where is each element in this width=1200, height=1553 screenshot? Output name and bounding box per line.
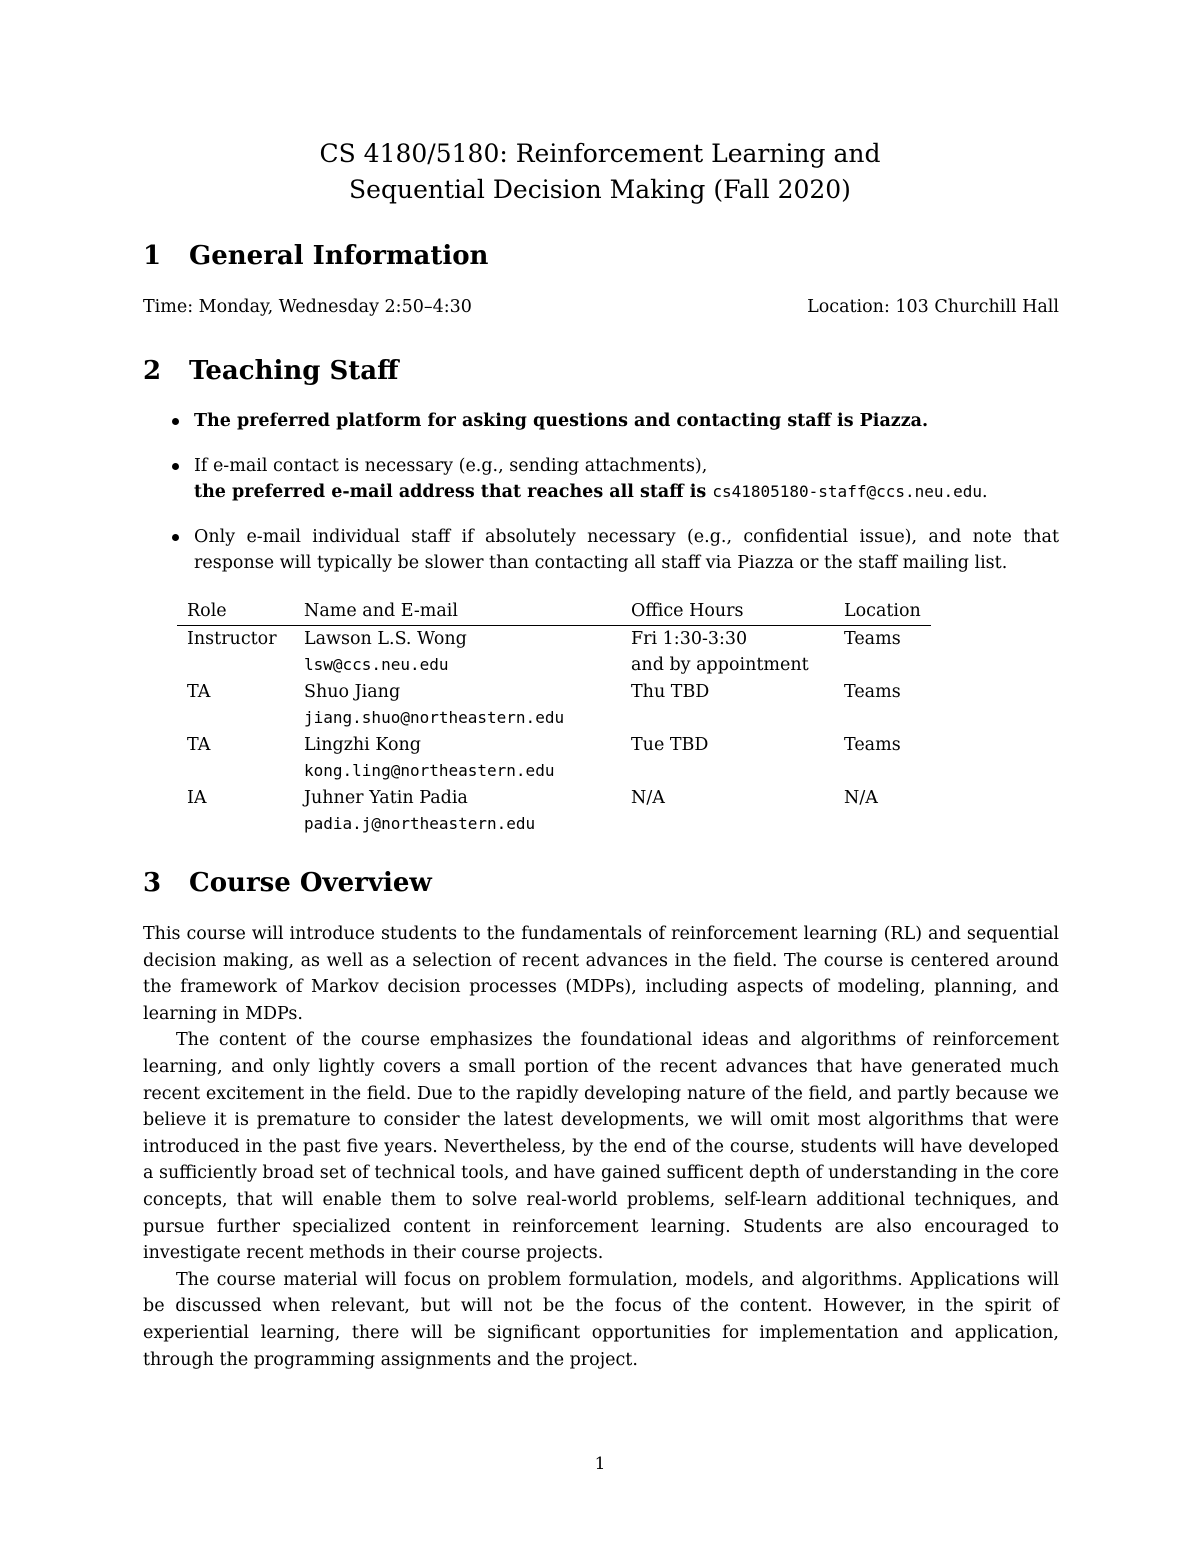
class-location: Location: 103 Churchill Hall (807, 297, 1059, 317)
title-line-1: CS 4180/5180: Reinforcement Learning and (319, 139, 881, 168)
staff-name-email (294, 679, 621, 732)
staff-email[interactable]: jiang.shuo@northeastern.edu (304, 708, 565, 727)
column-header-location: Location (834, 597, 931, 625)
paragraph: The course material will focus on problem formulation, models, and algorithms. Applications will be discussed when relevant, but will not be the focus of the content. However, in the spirit of experiential learning, there will be significant opportunities for implementation and application, through the programming assignments and the project. (143, 1269, 1059, 1370)
staff-location: Teams (844, 628, 901, 649)
section-heading-staff (143, 355, 398, 387)
hours-line: and by appointment (631, 655, 809, 675)
staff-location: N/A (844, 787, 878, 808)
section-title: General Information (189, 241, 489, 271)
hours-line: N/A (631, 787, 665, 808)
staff-table (177, 597, 931, 838)
bullet-line: If e-mail contact is necessary (e.g., sending attachments), (194, 456, 708, 476)
staff-hours (621, 679, 834, 732)
staff-name-email (294, 625, 621, 679)
staff-name: Shuo Jiang (304, 681, 401, 702)
bullet-icon (172, 418, 179, 425)
section-heading-overview (143, 867, 432, 899)
table-header-row (177, 597, 931, 625)
bullet-icon (172, 534, 179, 541)
staff-name: Juhner Yatin Padia (304, 787, 468, 808)
section-heading-general (143, 240, 488, 272)
staff-role: TA (187, 681, 211, 702)
title-line-2: Sequential Decision Making (Fall 2020) (349, 175, 851, 204)
section-title: Course Overview (189, 868, 432, 898)
staff-name: Lingzhi Kong (304, 734, 421, 755)
bullet-text: The preferred platform for asking questions and contacting staff is Piazza. (194, 411, 929, 431)
staff-email-prefix: the preferred e-mail address that reaches all staff is (194, 482, 713, 502)
staff-name-email (294, 732, 621, 785)
section-title: Teaching Staff (189, 356, 399, 386)
overview-text (143, 921, 1059, 1373)
class-time: Time: Monday, Wednesday 2:50–4:30 (143, 297, 472, 317)
staff-role: Instructor (187, 628, 277, 649)
staff-name: Lawson L.S. Wong (304, 628, 467, 649)
bullet-line (194, 479, 1059, 505)
hours-line: Fri 1:30-3:30 (631, 628, 748, 649)
staff-role: TA (187, 734, 211, 755)
staff-hours (621, 785, 834, 838)
section-number: 1 (143, 241, 162, 271)
paragraph: This course will introduce students to the fundamentals of reinforcement learning (RL) and sequential decision making, as well as a selection of recent advances in the field. The course is centered around the framework of Markov decision processes (MDPs), including aspects of modeling, planning, and learning in MDPs. (143, 924, 1059, 1024)
staff-role: IA (187, 787, 207, 808)
section-number: 2 (143, 356, 162, 386)
staff-hours (621, 732, 834, 785)
staff-email[interactable]: padia.j@northeastern.edu (304, 814, 536, 833)
bullet-icon (172, 463, 179, 470)
hours-line: Thu TBD (631, 681, 710, 702)
table-row (177, 732, 931, 785)
staff-hours (621, 625, 834, 679)
general-info-row (143, 294, 1059, 320)
staff-email-link[interactable]: cs41805180-staff@ccs.neu.edu (712, 482, 983, 501)
hours-line: Tue TBD (631, 734, 709, 755)
staff-email[interactable]: lsw@ccs.neu.edu (304, 655, 449, 674)
table-row (177, 625, 931, 679)
column-header-hours: Office Hours (621, 597, 834, 625)
bullet-text (194, 453, 1059, 505)
table-row (177, 679, 931, 732)
section-number: 3 (143, 868, 162, 898)
staff-location: Teams (844, 681, 901, 702)
bullet-text: Only e-mail individual staff if absolutely necessary (e.g., confidential issue), and note that response will typically be slower than contacting all staff via Piazza or the staff mailing list. (194, 527, 1059, 573)
document-title (0, 136, 1200, 208)
paragraph: The content of the course emphasizes the foundational ideas and algorithms of reinforcement learning, and only lightly covers a small portion of the recent advances that have generated much recent excitement in the field. Due to the rapidly developing nature of the field, and partly because we believe it is premature to consider the latest developments, we will omit most algorithms that were introduced in the past five years. Nevertheless, by the end of the course, students will have developed a sufficiently broad set of technical tools, and have gained sufficent depth of understanding in the core concepts, that will enable them to solve real-world problems, self-learn additional techniques, and pursue further specialized content in reinforcement learning. Students are also encouraged to investigate recent methods in their course projects. (143, 1030, 1059, 1264)
staff-name-email (294, 785, 621, 838)
staff-email[interactable]: kong.ling@northeastern.edu (304, 761, 555, 780)
page-number: 1 (594, 1454, 606, 1474)
staff-email-suffix: . (982, 482, 988, 502)
column-header-role: Role (177, 597, 294, 625)
column-header-name: Name and E-mail (294, 597, 621, 625)
staff-location: Teams (844, 734, 901, 755)
table-row (177, 785, 931, 838)
